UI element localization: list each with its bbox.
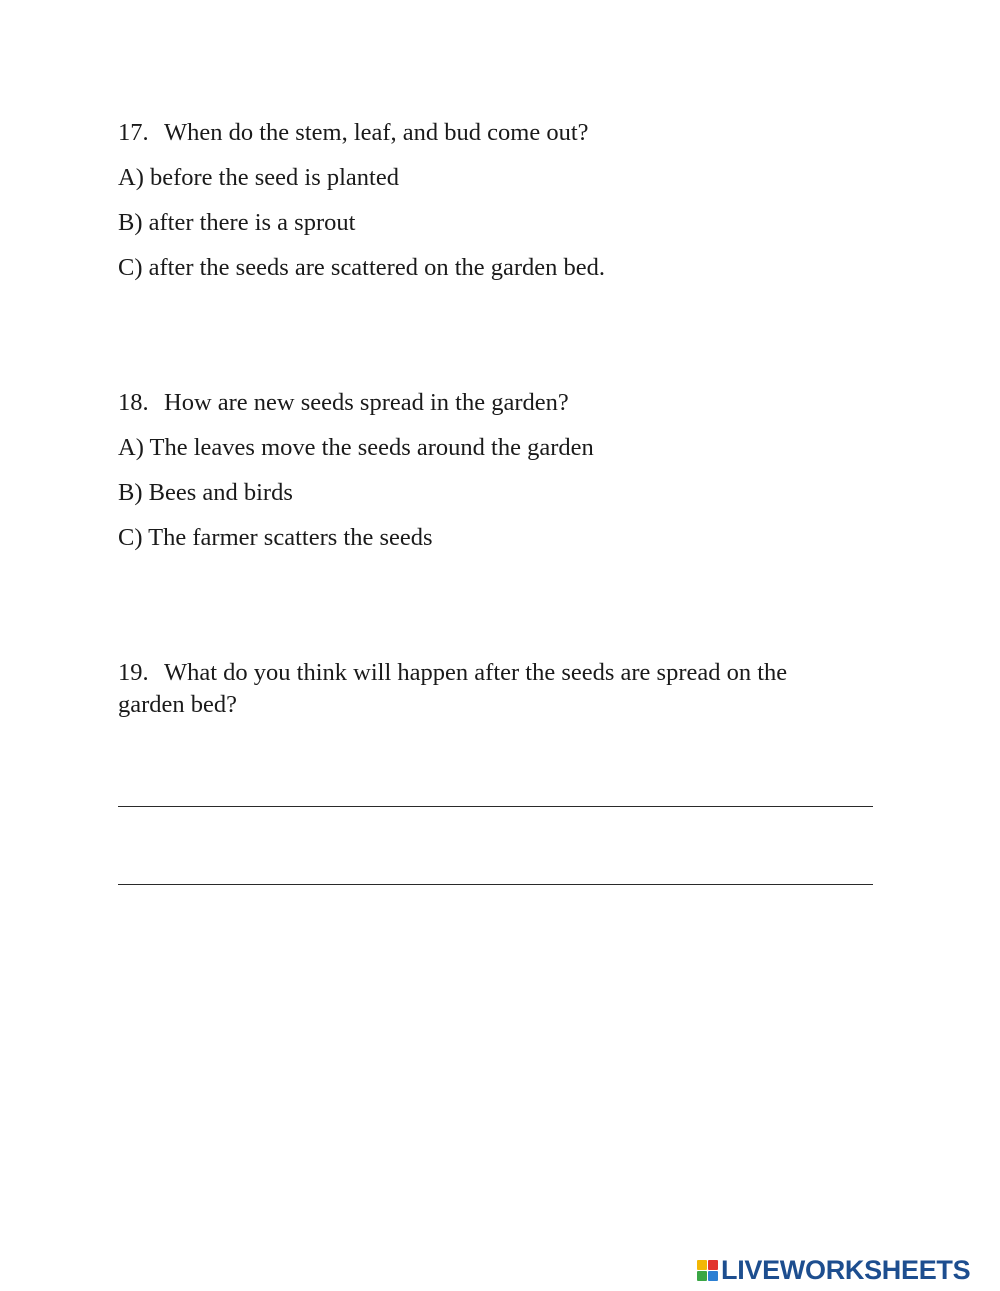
question-17-option-b[interactable]: B) after there is a sprout (118, 209, 356, 236)
question-19-text-line1: What do you think will happen after the seeds are spread on the (164, 659, 788, 686)
question-19-prompt (118, 658, 787, 688)
logo-square-yellow (697, 1260, 707, 1270)
question-19-text-line2: garden bed? (118, 691, 238, 718)
question-17-number: 17. (118, 119, 149, 146)
question-19-answer-line-1[interactable] (118, 806, 873, 807)
liveworksheets-logo-text: LIVEWORKSHEETS (721, 1255, 971, 1285)
question-18-option-a[interactable]: A) The leaves move the seeds around the garden (118, 434, 594, 461)
question-18-text: How are new seeds spread in the garden? (164, 389, 569, 416)
logo-square-green (697, 1271, 707, 1281)
question-18-prompt (118, 388, 569, 418)
question-17-text: When do the stem, leaf, and bud come out? (164, 119, 589, 146)
question-19-answer-line-2[interactable] (118, 884, 873, 885)
question-17-option-a[interactable]: A) before the seed is planted (118, 164, 399, 191)
question-17-prompt (118, 118, 589, 148)
liveworksheets-logo-icon (697, 1260, 718, 1281)
question-18-option-c[interactable]: C) The farmer scatters the seeds (118, 524, 433, 551)
logo-square-red (708, 1260, 718, 1270)
question-17-option-c[interactable]: C) after the seeds are scattered on the garden bed. (118, 254, 606, 281)
question-18-number: 18. (118, 389, 149, 416)
logo-square-blue (708, 1271, 718, 1281)
liveworksheets-logo (697, 1256, 970, 1284)
question-18-option-b[interactable]: B) Bees and birds (118, 479, 293, 506)
question-19-number: 19. (118, 659, 149, 686)
